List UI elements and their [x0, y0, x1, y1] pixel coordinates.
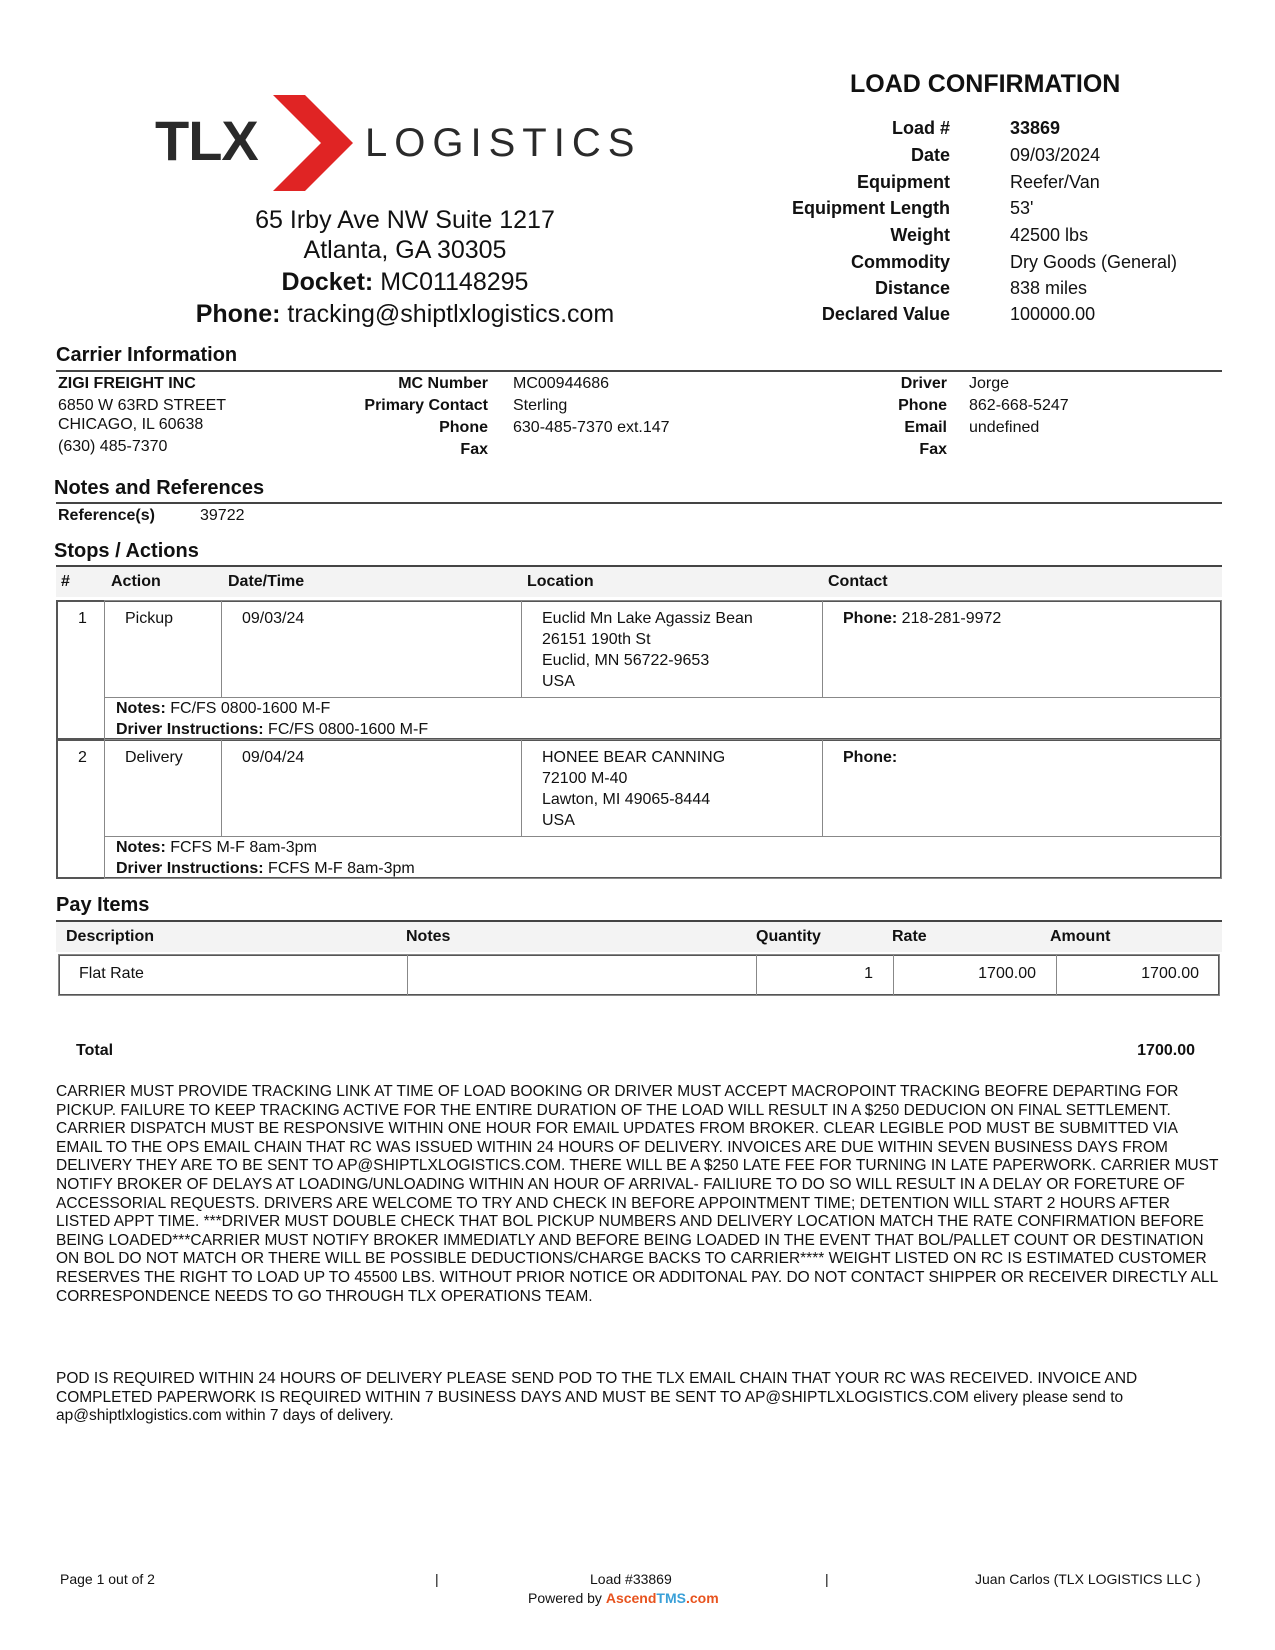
driver-info-label: Email [904, 419, 947, 436]
footer-page-number: Page 1 out of 2 [60, 1571, 155, 1587]
stop-location-street: 26151 190th St [542, 631, 651, 648]
stop-location-city: Lawton, MI 49065-8444 [542, 791, 711, 808]
load-field-label: Load # [891, 118, 950, 138]
stop-notes-cell [104, 697, 1222, 740]
docket-label: Docket: [281, 268, 374, 296]
stop-location-country: USA [542, 812, 575, 829]
docket-value: MC01148295 [380, 268, 529, 296]
stop-instructions-label: Driver Instructions: [116, 860, 264, 877]
driver-info-value: Jorge [969, 375, 1010, 392]
load-field-row [760, 278, 1230, 305]
load-field-row [760, 304, 1230, 331]
stop-instructions-value: FCFS M-F 8am-3pm [268, 860, 415, 877]
load-field-label: Equipment Length [792, 198, 950, 218]
load-field-row [760, 118, 1230, 145]
stop-date: 09/04/24 [242, 749, 305, 766]
carrier-phone: (630) 485-7370 [58, 438, 168, 455]
pay-description-cell [58, 954, 408, 996]
stop-instructions-label: Driver Instructions: [116, 721, 264, 738]
reference-value: 39722 [200, 507, 245, 524]
company-address-line1: 65 Irby Ave NW Suite 1217 [255, 206, 555, 234]
terms-paragraph-2: POD IS REQUIRED WITHIN 24 HOURS OF DELIVERY PLEASE SEND POD TO THE TLX EMAIL CHAIN THAT YOUR RC WAS RECEIVED. INVOICE AND COMPLETED PAPERWORK IS REQUIRED WITHIN 7 BUSINESS DAYS AND MUST BE SENT TO AP@SHIPTLXLOGISTICS.COM elivery please send to ap@shiptlxlogistics.com within 7 days of delivery. [56, 1370, 1138, 1425]
stop-contact-cell [822, 600, 1222, 698]
stop-location-name: Euclid Mn Lake Agassiz Bean [542, 610, 753, 627]
logo-secondary-text: LOGISTICS [365, 121, 642, 165]
stop-date-cell [221, 739, 522, 837]
stops-header-datetime: Date/Time [228, 573, 305, 590]
pay-section-title: Pay Items [56, 894, 150, 916]
carrier-contact-value: Sterling [513, 397, 568, 414]
stops-header-num: # [61, 573, 70, 590]
load-field-label: Declared Value [821, 304, 950, 324]
load-field-row [760, 198, 1230, 225]
notes-section-title: Notes and References [54, 477, 265, 499]
carrier-street: 6850 W 63RD STREET [58, 397, 227, 414]
footer-powered-by-label: Powered by [528, 1590, 602, 1606]
stops-section-title: Stops / Actions [54, 540, 199, 562]
terms-paragraph-1: CARRIER MUST PROVIDE TRACKING LINK AT TIME OF LOAD BOOKING OR DRIVER MUST ACCEPT MACROPOINT TRACKING BEOFRE DEPARTING FOR PICKUP. FAILURE TO KEEP TRACKING ACTIVE FOR THE ENTIRE DURATION OF THE LOAD WILL RESULT IN A $250 DEDUCION ON FINAL SETTLEMENT. CARRIER DISPATCH MUST BE RESPONSIVE WITHIN ONE HOUR FOR EMAIL UPDATES FROM BROKER. CLEAR LEGIBLE POD MUST BE SUBMITTED VIA EMAIL TO THE OPS EMAIL CHAIN THAT RC WAS ISSUED WITHIN 24 HOURS OF DELIVERY. INVOICES ARE DUE WITHIN SEVEN BUSINESS DAYS FROM DELIVERY THEY ARE TO BE SENT TO AP@SHIPTLXLOGISTICS.COM. THERE WILL BE A $250 LATE FEE FOR TURNING IN LATE PAPERWORK. CARRIER MUST NOTIFY BROKER OF DELAYS AT LOADING/UNLOADING WITHIN AN HOUR OF ARRIVAL- FAILIURE TO DO SO WILL RESULT IN A DELAY OR FORETURE OF ACCESSORIAL REQUESTS. DRIVERS ARE WELCOME TO TRY AND CHECK IN BEFORE APPOINTMENT TIME; DETENTION WILL START 2 HOURS AFTER LISTED APPT TIME. ***DRIVER MUST DOUBLE CHECK THAT BOL PICKUP NUMBERS AND DELIVERY LOCATION MATCH THE RATE CONFIRMATION BEFORE BEING LOADED***CARRIER MUST NOTIFY BROKER IMMEDIATLY AND BEFORE BEING LOADED IN THE EVENT THAT BOL/PALLET COUNT OR DESTINATION ON BOL DO NOT MATCH OR THERE WILL BE POSSIBLE DEDUCTIONS/CHARGE BACKS TO CARRIER**** WEIGHT LISTED ON RC IS ESTIMATED CUSTOMER RESERVES THE RIGHT TO LOAD UP TO 45500 LBS. WITHOUT PRIOR NOTICE OR ADDITONAL PAY. DO NOT CONTACT SHIPPER OR RECEIVER DIRECTLY ALL CORRESPONDENCE NEEDS TO GO THROUGH TLX OPERATIONS TEAM. [56, 1083, 1219, 1305]
carrier-name: ZIGI FREIGHT INC [58, 375, 196, 392]
footer-separator: | [435, 1571, 439, 1587]
footer-brand-ascend: Ascend [605, 1590, 657, 1606]
stops-header-location: Location [527, 573, 594, 590]
stop-notes-label: Notes: [116, 700, 166, 717]
pay-quantity-cell [756, 954, 894, 996]
carrier-contact-label: Primary Contact [364, 397, 488, 414]
footer-user: Juan Carlos (TLX LOGISTICS LLC ) [975, 1571, 1201, 1587]
pay-header-amount: Amount [1050, 928, 1111, 945]
stop-location-city: Euclid, MN 56722-9653 [542, 652, 710, 669]
load-field-value: Dry Goods (General) [1010, 252, 1178, 272]
stop-notes-value: FC/FS 0800-1600 M-F [170, 700, 331, 717]
stop-location-cell [521, 739, 823, 837]
driver-info-label: Fax [919, 441, 947, 458]
pay-amount-cell [1056, 954, 1220, 996]
stop-action: Pickup [125, 610, 174, 627]
load-field-value: 100000.00 [1010, 304, 1096, 324]
load-field-value: Reefer/Van [1010, 172, 1100, 192]
driver-info-label: Phone [898, 397, 947, 414]
load-field-value: 33869 [1010, 118, 1061, 138]
pay-rate: 1700.00 [978, 965, 1036, 982]
carrier-contact-value: 630-485-7370 ext.147 [513, 419, 670, 436]
load-field-row [760, 145, 1230, 172]
stop-contact-label: Phone: [843, 749, 898, 766]
stops-header-row [56, 567, 1222, 597]
stop-action-cell [104, 739, 222, 837]
pay-notes-cell [407, 954, 757, 996]
load-field-value: 838 miles [1010, 278, 1088, 298]
stops-header-action: Action [111, 573, 161, 590]
pay-amount: 1700.00 [1141, 965, 1199, 982]
company-address-line2: Atlanta, GA 30305 [303, 236, 507, 264]
carrier-contact-label: Fax [460, 441, 488, 458]
stop-number: 2 [78, 749, 87, 766]
pay-header-description: Description [66, 928, 155, 945]
phone-value: tracking@shiptlxlogistics.com [287, 300, 615, 328]
load-confirmation-title: LOAD CONFIRMATION [850, 70, 1121, 98]
carrier-city: CHICAGO, IL 60638 [58, 416, 204, 433]
footer-separator: | [825, 1571, 829, 1587]
stop-number: 1 [78, 610, 87, 627]
company-docket [125, 268, 685, 297]
carrier-contact-label: Phone [439, 419, 488, 436]
pay-header-notes: Notes [406, 928, 451, 945]
load-field-label: Equipment [857, 172, 950, 192]
pay-quantity: 1 [864, 965, 873, 982]
stop-date-cell [221, 600, 522, 698]
stop-instructions-value: FC/FS 0800-1600 M-F [268, 721, 429, 738]
stop-notes-value: FCFS M-F 8am-3pm [170, 839, 317, 856]
carrier-section-divider [56, 370, 1222, 372]
stop-notes-cell [104, 836, 1222, 879]
load-field-row [760, 252, 1230, 279]
stop-location-street: 72100 M-40 [542, 770, 628, 787]
load-field-label: Weight [890, 225, 950, 245]
notes-section-divider [56, 502, 1222, 504]
load-field-value: 53' [1010, 198, 1034, 218]
pay-header-row [56, 922, 1222, 952]
load-field-label: Commodity [851, 252, 950, 272]
stop-action-cell [104, 600, 222, 698]
reference-label: Reference(s) [58, 507, 155, 524]
stop-location-name: HONEE BEAR CANNING [542, 749, 726, 766]
carrier-contact-label: MC Number [398, 375, 488, 392]
stop-date: 09/03/24 [242, 610, 305, 627]
stop-action: Delivery [125, 749, 183, 766]
footer-powered-by [528, 1590, 719, 1606]
load-field-value: 09/03/2024 [1010, 145, 1101, 165]
stop-location-cell [521, 600, 823, 698]
pay-header-quantity: Quantity [756, 928, 821, 945]
stops-header-contact: Contact [828, 573, 888, 590]
pay-total-value: 1700.00 [1137, 1042, 1195, 1059]
logo-primary-text: TLX [155, 109, 258, 172]
stop-contact-value: 218-281-9972 [901, 610, 1002, 627]
driver-info-value: undefined [969, 419, 1040, 436]
pay-total-label: Total [76, 1042, 114, 1059]
load-field-row [760, 172, 1230, 199]
pay-header-rate: Rate [892, 928, 927, 945]
load-field-value: 42500 lbs [1010, 225, 1089, 245]
pay-rate-cell [893, 954, 1057, 996]
stop-contact-label: Phone: [843, 610, 898, 627]
load-field-label: Date [910, 145, 950, 165]
pay-description: Flat Rate [79, 965, 144, 982]
stop-location-country: USA [542, 673, 575, 690]
load-field-label: Distance [874, 278, 950, 298]
driver-info-value: 862-668-5247 [969, 397, 1069, 414]
stop-contact-cell [822, 739, 1222, 837]
footer-brand-tms: TMS [656, 1590, 686, 1606]
load-field-row [760, 225, 1230, 252]
footer-load-number: Load #33869 [590, 1571, 672, 1587]
driver-info-label: Driver [900, 375, 947, 392]
stop-notes-label: Notes: [116, 839, 166, 856]
carrier-contact-value: MC00944686 [513, 375, 610, 392]
footer-brand-com: .com [685, 1590, 719, 1606]
carrier-section-title: Carrier Information [56, 344, 238, 366]
company-phone [125, 300, 685, 329]
phone-label: Phone: [195, 300, 281, 328]
